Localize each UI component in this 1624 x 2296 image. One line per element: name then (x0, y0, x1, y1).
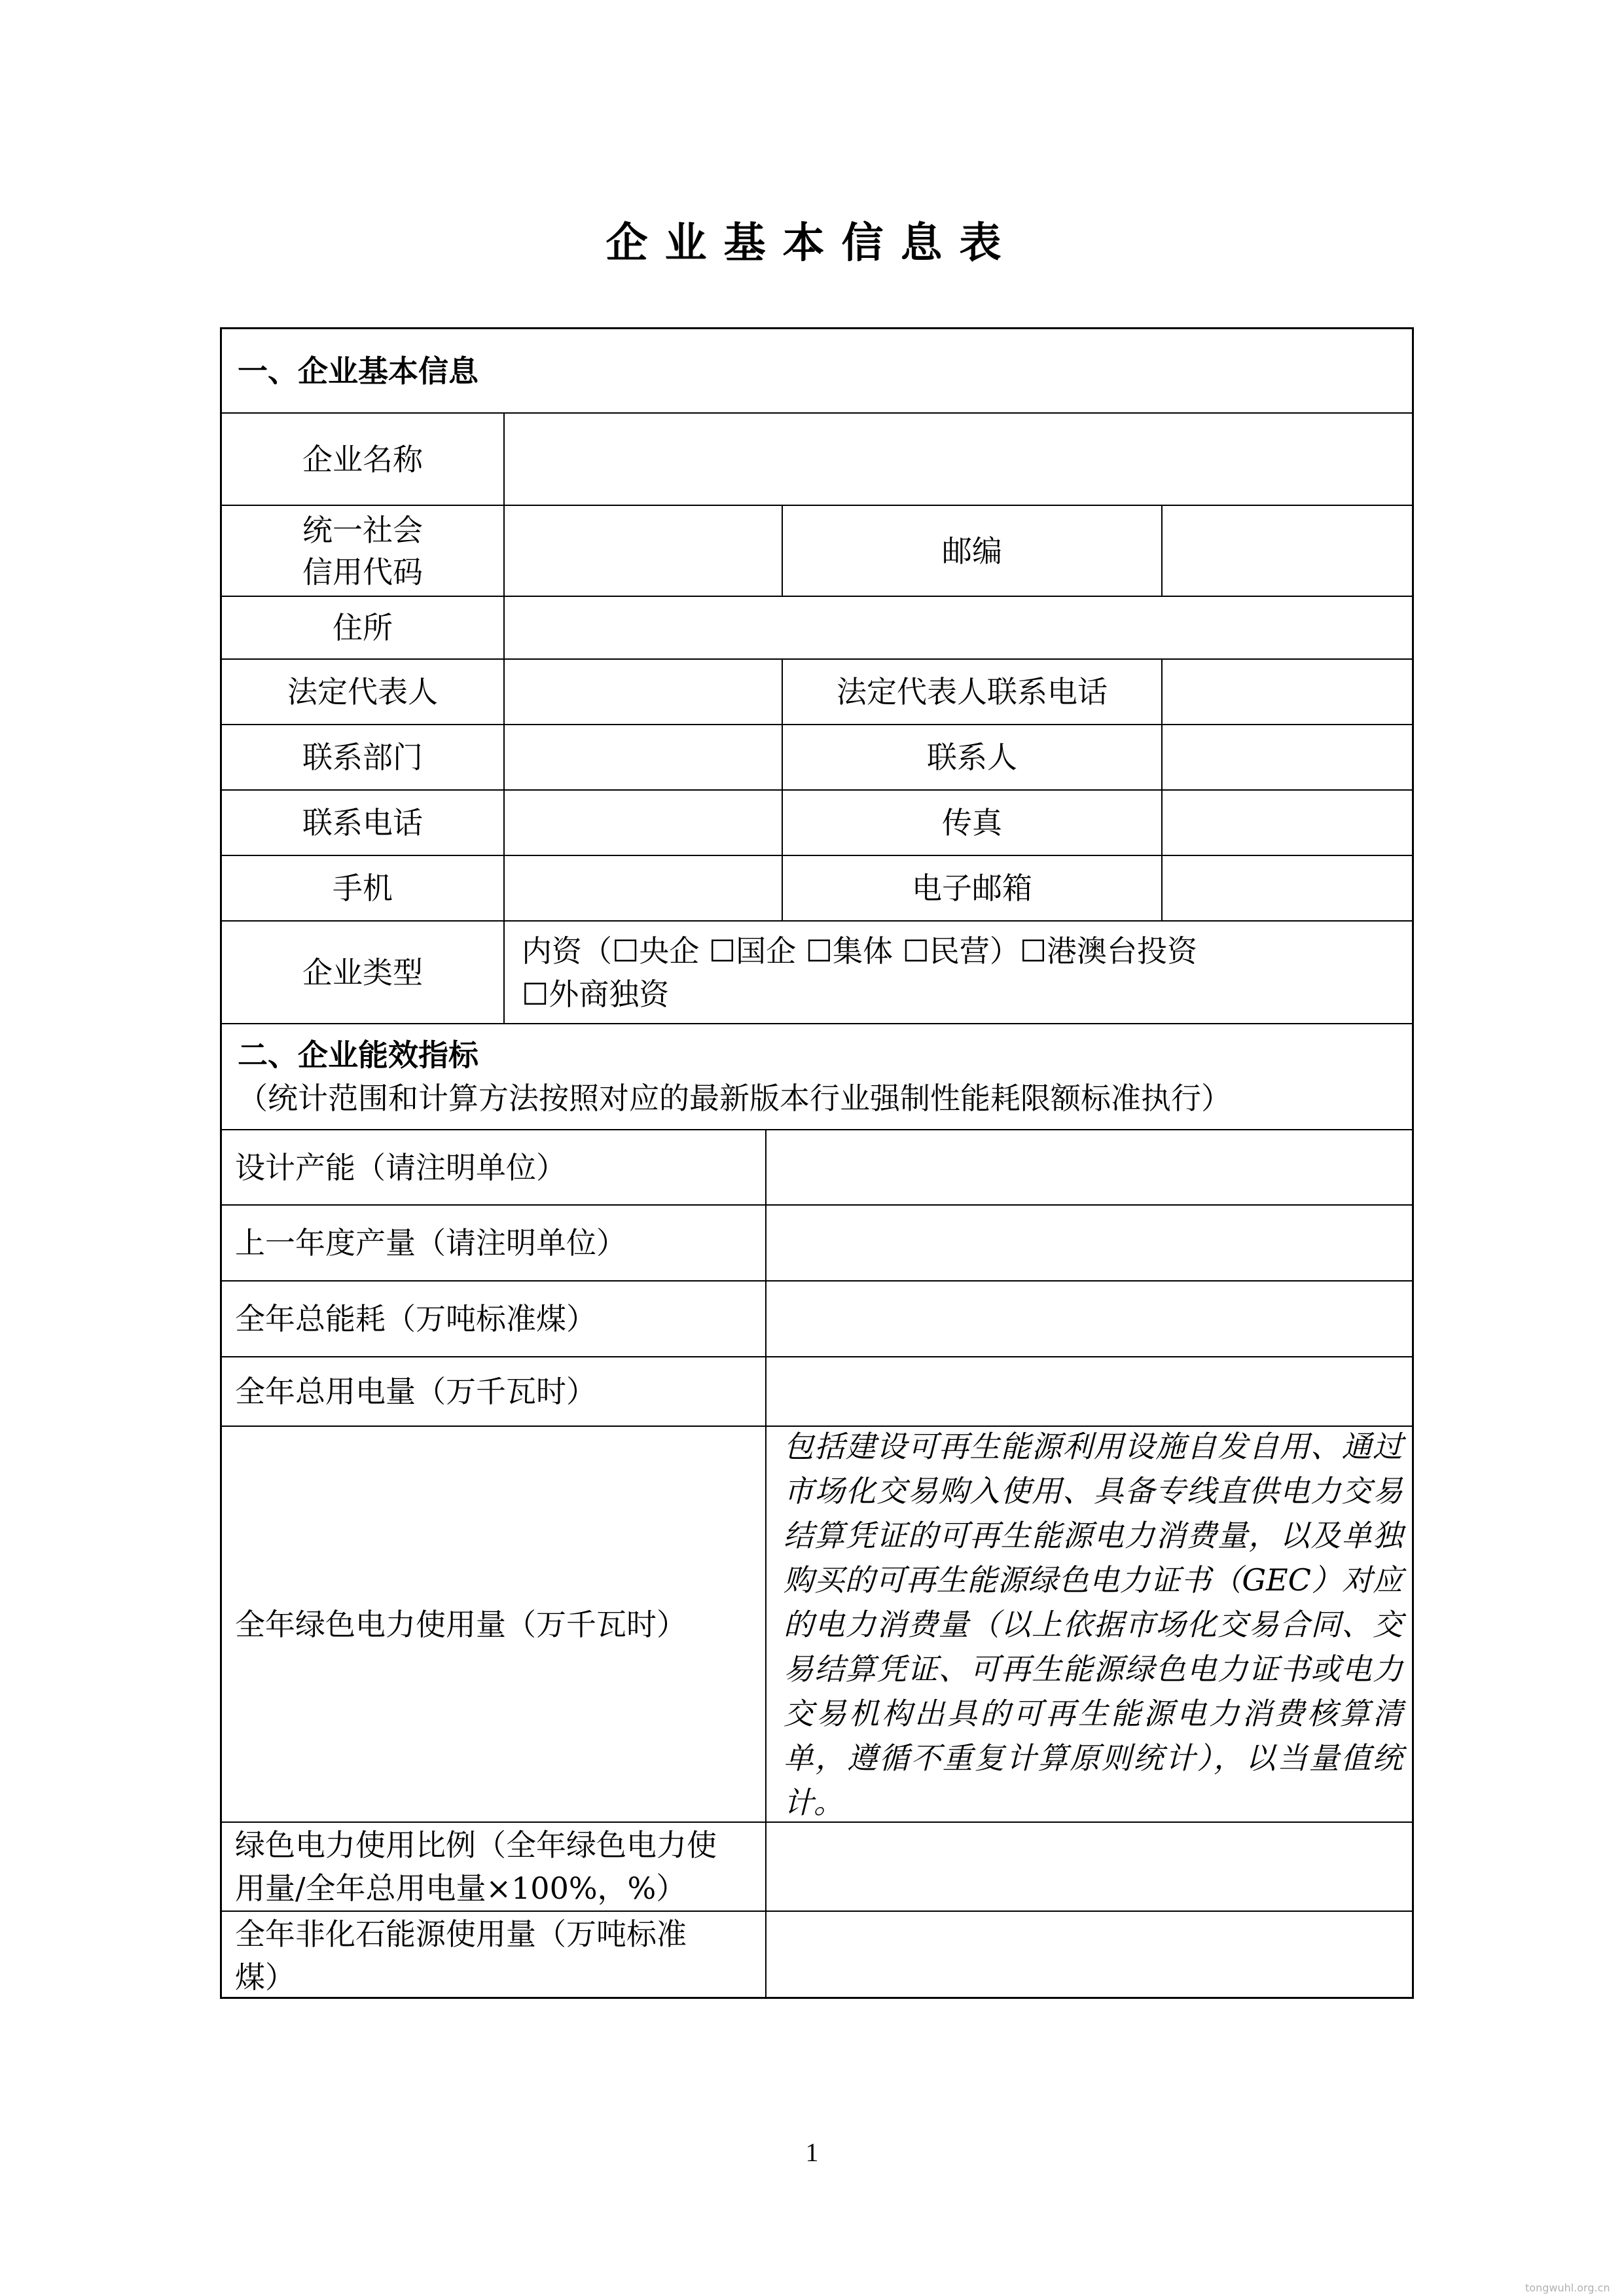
postcode-label: 邮编 (782, 506, 1161, 596)
mobile-label: 手机 (333, 870, 393, 906)
section2-header-row (222, 1024, 1412, 1130)
green-ratio-label-line2: 用量/全年总用电量×100%，%） (235, 1871, 687, 1906)
last-year-output-label: 上一年度产量（请注明单位） (235, 1225, 626, 1261)
legal-rep-label: 法定代表人 (287, 674, 438, 709)
row-last-year-output (222, 1206, 1412, 1282)
row-address (222, 597, 1412, 660)
legal-rep-phone-field[interactable] (1161, 660, 1416, 724)
enterprise-info-form (220, 327, 1414, 1999)
enterprise-type-options[interactable] (503, 922, 1416, 1023)
non-fossil-label-line1: 全年非化石能源使用量（万吨标准 (235, 1916, 687, 1952)
design-capacity-label: 设计产能（请注明单位） (235, 1149, 566, 1185)
credit-code-label (222, 506, 503, 596)
address-label: 住所 (333, 610, 393, 645)
watermark: tongwuhl.org.cn (1525, 2282, 1610, 2294)
row-green-ratio (222, 1823, 1412, 1912)
page-number: 1 (805, 2138, 819, 2167)
total-energy-field[interactable] (765, 1282, 1416, 1356)
enterprise-name-label: 企业名称 (302, 441, 423, 477)
enterprise-type-options-line1[interactable]: 内资（☐央企 ☐国企 ☐集体 ☐民营）☐港澳台投资 (522, 933, 1198, 969)
row-design-capacity (222, 1130, 1412, 1206)
enterprise-type-options-line2[interactable]: ☐外商独资 (522, 976, 670, 1012)
green-ratio-field[interactable] (765, 1823, 1416, 1910)
green-ratio-label-line1: 绿色电力使用比例（全年绿色电力使 (235, 1827, 717, 1863)
contact-dept-label: 联系部门 (302, 740, 423, 775)
green-power-label: 全年绿色电力使用量（万千瓦时） (235, 1606, 687, 1642)
row-total-electricity (222, 1357, 1412, 1427)
row-total-energy (222, 1282, 1412, 1357)
total-electricity-label: 全年总用电量（万千瓦时） (235, 1374, 596, 1409)
section2-heading: 二、企业能效指标 (238, 1037, 478, 1073)
email-field[interactable] (1161, 856, 1416, 920)
row-legal-rep (222, 660, 1412, 725)
row-credit-code (222, 506, 1412, 597)
last-year-output-field[interactable] (765, 1206, 1416, 1280)
non-fossil-label (222, 1912, 765, 1999)
row-enterprise-type (222, 922, 1412, 1024)
row-non-fossil (222, 1912, 1412, 1999)
row-contact-dept (222, 725, 1412, 791)
section1-header-row (222, 329, 1412, 414)
page-title: 企业基本信息表 (605, 219, 1019, 268)
total-energy-label: 全年总能耗（万吨标准煤） (235, 1301, 596, 1336)
total-electricity-field[interactable] (765, 1357, 1416, 1426)
address-field[interactable] (503, 597, 1416, 658)
contact-person-label: 联系人 (782, 725, 1161, 789)
non-fossil-field[interactable] (765, 1912, 1416, 1999)
enterprise-type-label: 企业类型 (302, 954, 423, 990)
postcode-field[interactable] (1161, 506, 1416, 596)
design-capacity-field[interactable] (765, 1130, 1416, 1204)
row-contact-phone (222, 791, 1412, 856)
row-mobile (222, 856, 1412, 922)
contact-dept-field[interactable] (503, 725, 782, 789)
fax-label: 传真 (782, 791, 1161, 855)
email-label: 电子邮箱 (782, 856, 1161, 920)
contact-phone-field[interactable] (503, 791, 782, 855)
non-fossil-label-line2: 煤） (235, 1959, 295, 1995)
contact-person-field[interactable] (1161, 725, 1416, 789)
credit-code-label-line2: 信用代码 (302, 554, 423, 590)
row-enterprise-name (222, 414, 1412, 506)
credit-code-label-line1: 统一社会 (302, 512, 423, 548)
enterprise-name-field[interactable] (503, 414, 1416, 505)
legal-rep-field[interactable] (503, 660, 782, 724)
section1-heading: 一、企业基本信息 (238, 353, 478, 389)
mobile-field[interactable] (503, 856, 782, 920)
fax-field[interactable] (1161, 791, 1416, 855)
contact-phone-label: 联系电话 (302, 805, 423, 840)
section2-subheading: （统计范围和计算方法按照对应的最新版本行业强制性能耗限额标准执行） (238, 1081, 1231, 1116)
legal-rep-phone-label: 法定代表人联系电话 (782, 660, 1161, 724)
green-ratio-label (222, 1823, 765, 1910)
green-power-note: 包括建设可再生能源利用设施自发自用、通过市场化交易购入使用、具备专线直供电力交易结算凭证的可再生能源电力消费量，以及单独购买的可再生能源绿色电力证书（GEC）对应的电力消费量（以上依据市场化交易合同、交易结算凭证、可再生能源绿色电力证书或电力交易机构出具的可再生能源电力消费核算清单，遵循不重复计算原则统计），以当量值统计。 (765, 1427, 1416, 1821)
row-green-power (222, 1427, 1412, 1823)
credit-code-field[interactable] (503, 506, 782, 596)
